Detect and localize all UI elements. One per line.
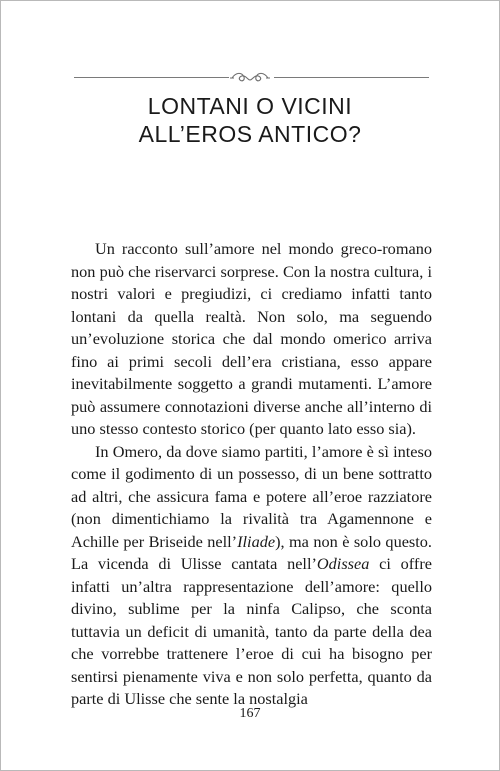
iliade-title: Iliade xyxy=(237,531,276,551)
paragraph-2 xyxy=(71,441,432,711)
chapter-title-line-2: ALL’EROS ANTICO? xyxy=(138,121,362,147)
paragraph-1: Un racconto sull’amore nel mondo greco-romano non può che riservarci sorprese. Con la nostra cultura, i nostri valori e pregiudizi, ci crediamo infatti tanto lontani da quella realtà. Non solo, ma seguendo un’evoluzione storica che dal mondo omerico arriva fino ai primi secoli dell’era cristiana, esso appare inevitabilmente soggetto a grandi mutamenti. L’amore può assumere connotazioni diverse anche all’interno di uno stesso contesto storico (per quanto lato esso sia). xyxy=(71,239,432,438)
paragraph-2-part-a: In Omero, da dove siamo partiti, l’amore è sì inteso come il godimento di un possesso, di un bene sottratto ad altri, che assicura fama e potere all’eroe razziatore (non dimentichiamo la rivalità tra Agamennone e Achille per Briseide nell’ xyxy=(71,441,432,551)
rule-line-left xyxy=(74,77,229,78)
paragraph-2-part-b: ), ma non è solo questo. La vicenda di Ulisse cantata nell’ xyxy=(71,531,433,573)
flourish-ornament-icon xyxy=(228,70,272,86)
body-text xyxy=(71,238,432,711)
page-number: 167 xyxy=(239,706,261,721)
odissea-title: Odissea xyxy=(316,554,370,573)
paragraph-2-part-c: ci offre infatti un’altra rappresentazione dell’amore: quello divino, sublime per la ninfa Calipso, che sconta tuttavia un deficit di umanità, tanto da parte della dea che vorrebbe trattenere l’eroe di cui ha bisogno per sentirsi pienamente viva e non solo perfetta, quanto da parte di Ulisse che sente la nostalgia xyxy=(71,554,432,708)
rule-line-right xyxy=(274,77,429,78)
chapter-title-line-1: LONTANI O VICINI xyxy=(147,93,353,119)
